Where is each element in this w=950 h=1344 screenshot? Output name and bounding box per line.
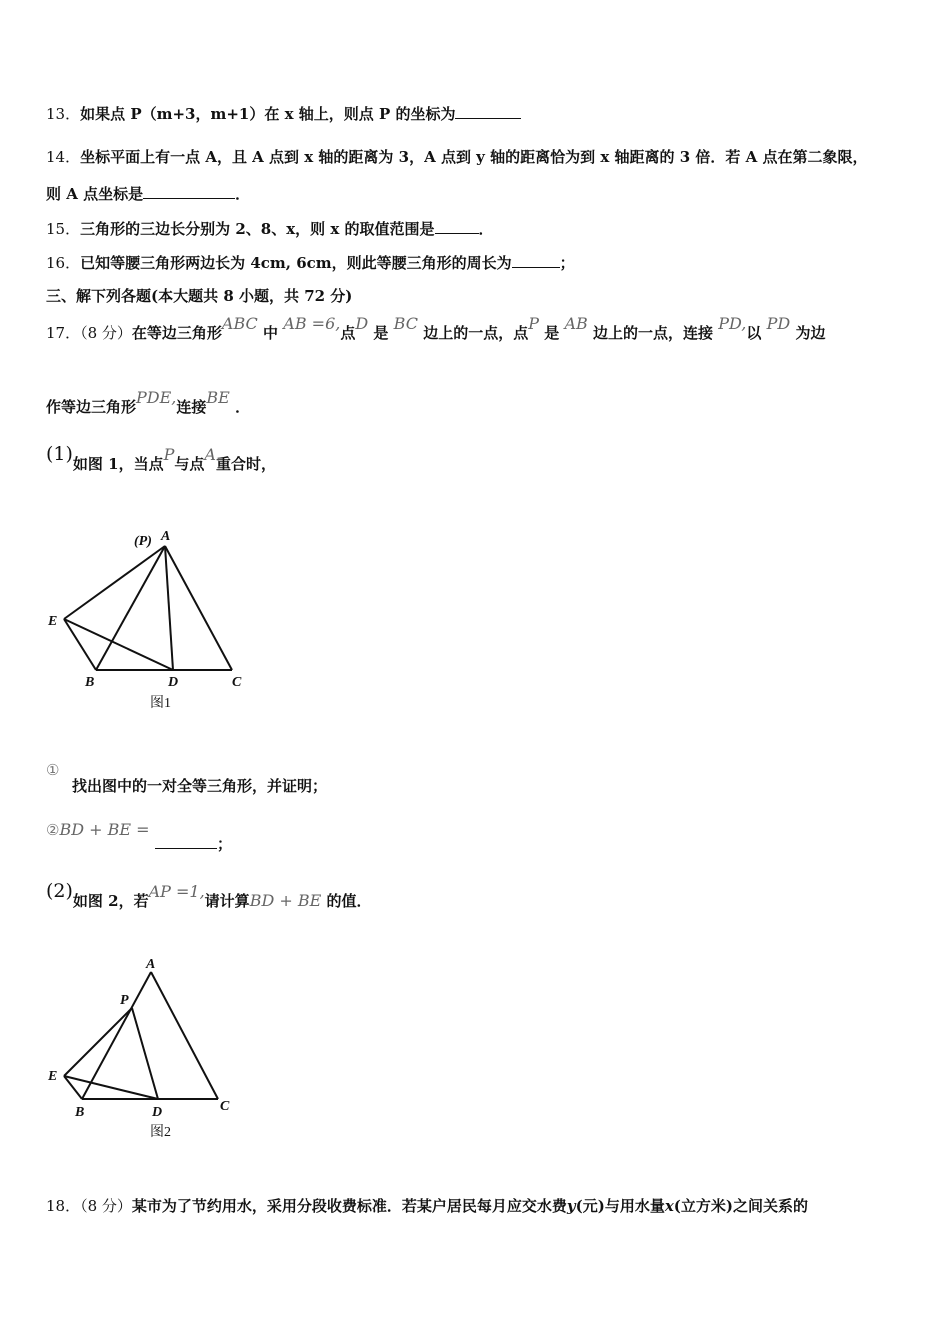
segment-PE: [64, 1008, 132, 1076]
question-text: 请计算: [204, 892, 250, 910]
subquestion-2: [46, 820, 150, 839]
score: （8 分）: [80, 1197, 132, 1215]
question-number: 13．: [46, 105, 81, 123]
part-1: [46, 443, 276, 474]
label-E: E: [48, 614, 58, 629]
figure-caption: 图2: [150, 1125, 171, 1140]
segment-AB: [96, 546, 165, 670]
figure-1: [40, 524, 270, 720]
label-P: P: [120, 993, 129, 1008]
punctuation: ；: [559, 254, 575, 272]
part-2: [46, 880, 372, 911]
math: BD + BE =: [59, 820, 150, 839]
label-B: B: [85, 675, 95, 690]
label-E: E: [48, 1069, 58, 1084]
math: BD + BE: [249, 891, 322, 910]
figure-caption: 图1: [150, 696, 171, 711]
question-text: (元)与用水量: [575, 1197, 665, 1215]
section-heading: [46, 285, 352, 306]
question-number: 18．: [46, 1197, 81, 1215]
math: PD: [766, 314, 791, 333]
math: AB: [564, 314, 588, 333]
question-number: 17．: [46, 324, 81, 342]
math: BE: [206, 388, 230, 407]
question-18: [46, 1195, 808, 1216]
question-text: 某市为了节约用水，采用分段收费标准．若某户居民每月应交水费: [131, 1197, 567, 1215]
question-15: [46, 218, 494, 239]
math: ABC: [221, 314, 258, 333]
label-D: D: [168, 675, 179, 690]
segment-AC: [165, 546, 232, 670]
figure-2: [40, 950, 250, 1145]
question-text: 中: [263, 324, 279, 342]
label-P: (P): [134, 534, 152, 549]
answer-blank[interactable]: [435, 219, 479, 234]
section-title: 三、解下列各题(本大题共 8 小题，共 72 分): [46, 287, 353, 305]
variable-x: x: [664, 1197, 674, 1215]
question-text: 则 A 点坐标是: [46, 185, 144, 203]
question-text: 三角形的三边长分别为 2、8、x，则 x 的取值范围是: [80, 220, 435, 238]
question-text: (立方米)之间关系的: [673, 1197, 808, 1215]
question-text: 连接: [176, 398, 207, 416]
question-number: 14．: [46, 148, 81, 166]
punctuation: ；: [217, 835, 233, 853]
question-text: 是: [373, 324, 389, 342]
question-text: 如图 1，当点: [72, 455, 164, 473]
question-14-line2: [46, 183, 250, 204]
segment-PD: [132, 1008, 158, 1099]
math: A: [204, 445, 216, 464]
question-17-line2: [46, 388, 251, 417]
question-number: 15．: [46, 220, 81, 238]
math: PD,: [718, 314, 747, 333]
question-text: 如果点 P（m+3，m+1）在 x 轴上，则点 P 的坐标为: [80, 105, 456, 123]
math: PDE,: [136, 388, 177, 407]
subquestion-1-text: [72, 775, 327, 796]
question-text: 已知等腰三角形两边长为 4cm, 6cm，则此等腰三角形的周长为: [80, 254, 512, 272]
label-B: B: [75, 1105, 85, 1120]
question-text: 点: [340, 324, 356, 342]
math: AP =1,: [148, 882, 205, 901]
score: （8 分）: [80, 324, 132, 342]
question-number: 16．: [46, 254, 81, 272]
math: BC: [393, 314, 418, 333]
punctuation: ．: [235, 185, 251, 203]
question-16: [46, 252, 575, 273]
question-text: 与点: [174, 455, 205, 473]
question-text: 以: [746, 324, 762, 342]
question-text: 作等边三角形: [46, 398, 137, 416]
segment-AC: [151, 972, 218, 1099]
question-17: [46, 314, 826, 343]
circled-number: ②: [46, 821, 60, 839]
math: AB =6,: [283, 314, 341, 333]
question-text: 在等边三角形: [131, 324, 222, 342]
answer-blank[interactable]: [143, 184, 235, 199]
variable-y: y: [566, 1197, 576, 1215]
question-text: 坐标平面上有一点 A，且 A 点到 x 轴的距离为 3，A 点到 y 轴的距离恰为到 x 轴距离的 3 倍．若 A 点在第二象限，: [80, 148, 868, 166]
label-C: C: [220, 1099, 230, 1114]
question-text: 重合时，: [215, 455, 276, 473]
segment-AE: [64, 546, 165, 619]
punctuation: ．: [235, 398, 251, 416]
label-D: D: [152, 1105, 163, 1120]
question-text: 的值．: [326, 892, 372, 910]
question-text: 是: [544, 324, 560, 342]
question-14: [46, 146, 867, 167]
math: P: [528, 314, 539, 333]
subquestion-1: [46, 761, 60, 788]
question-text: 边上的一点，点: [423, 324, 529, 342]
label-A: A: [161, 529, 171, 544]
question-text: 边上的一点，连接: [593, 324, 714, 342]
subquestion-2-blank: [155, 833, 232, 854]
answer-blank[interactable]: [512, 253, 560, 268]
part-label: (1): [46, 443, 73, 465]
math: P: [163, 445, 175, 464]
punctuation: ．: [478, 220, 494, 238]
question-13: [46, 103, 521, 124]
part-label: (2): [46, 880, 73, 902]
circled-number: ①: [46, 761, 60, 779]
answer-blank[interactable]: [455, 104, 521, 119]
answer-blank[interactable]: [155, 834, 217, 849]
math: D: [355, 314, 369, 333]
question-text: 为边: [795, 324, 826, 342]
label-A: A: [146, 957, 156, 972]
label-C: C: [232, 675, 242, 690]
question-text: 如图 2，若: [72, 892, 149, 910]
segment-AD: [165, 546, 173, 670]
question-text: 找出图中的一对全等三角形，并证明；: [72, 777, 328, 795]
